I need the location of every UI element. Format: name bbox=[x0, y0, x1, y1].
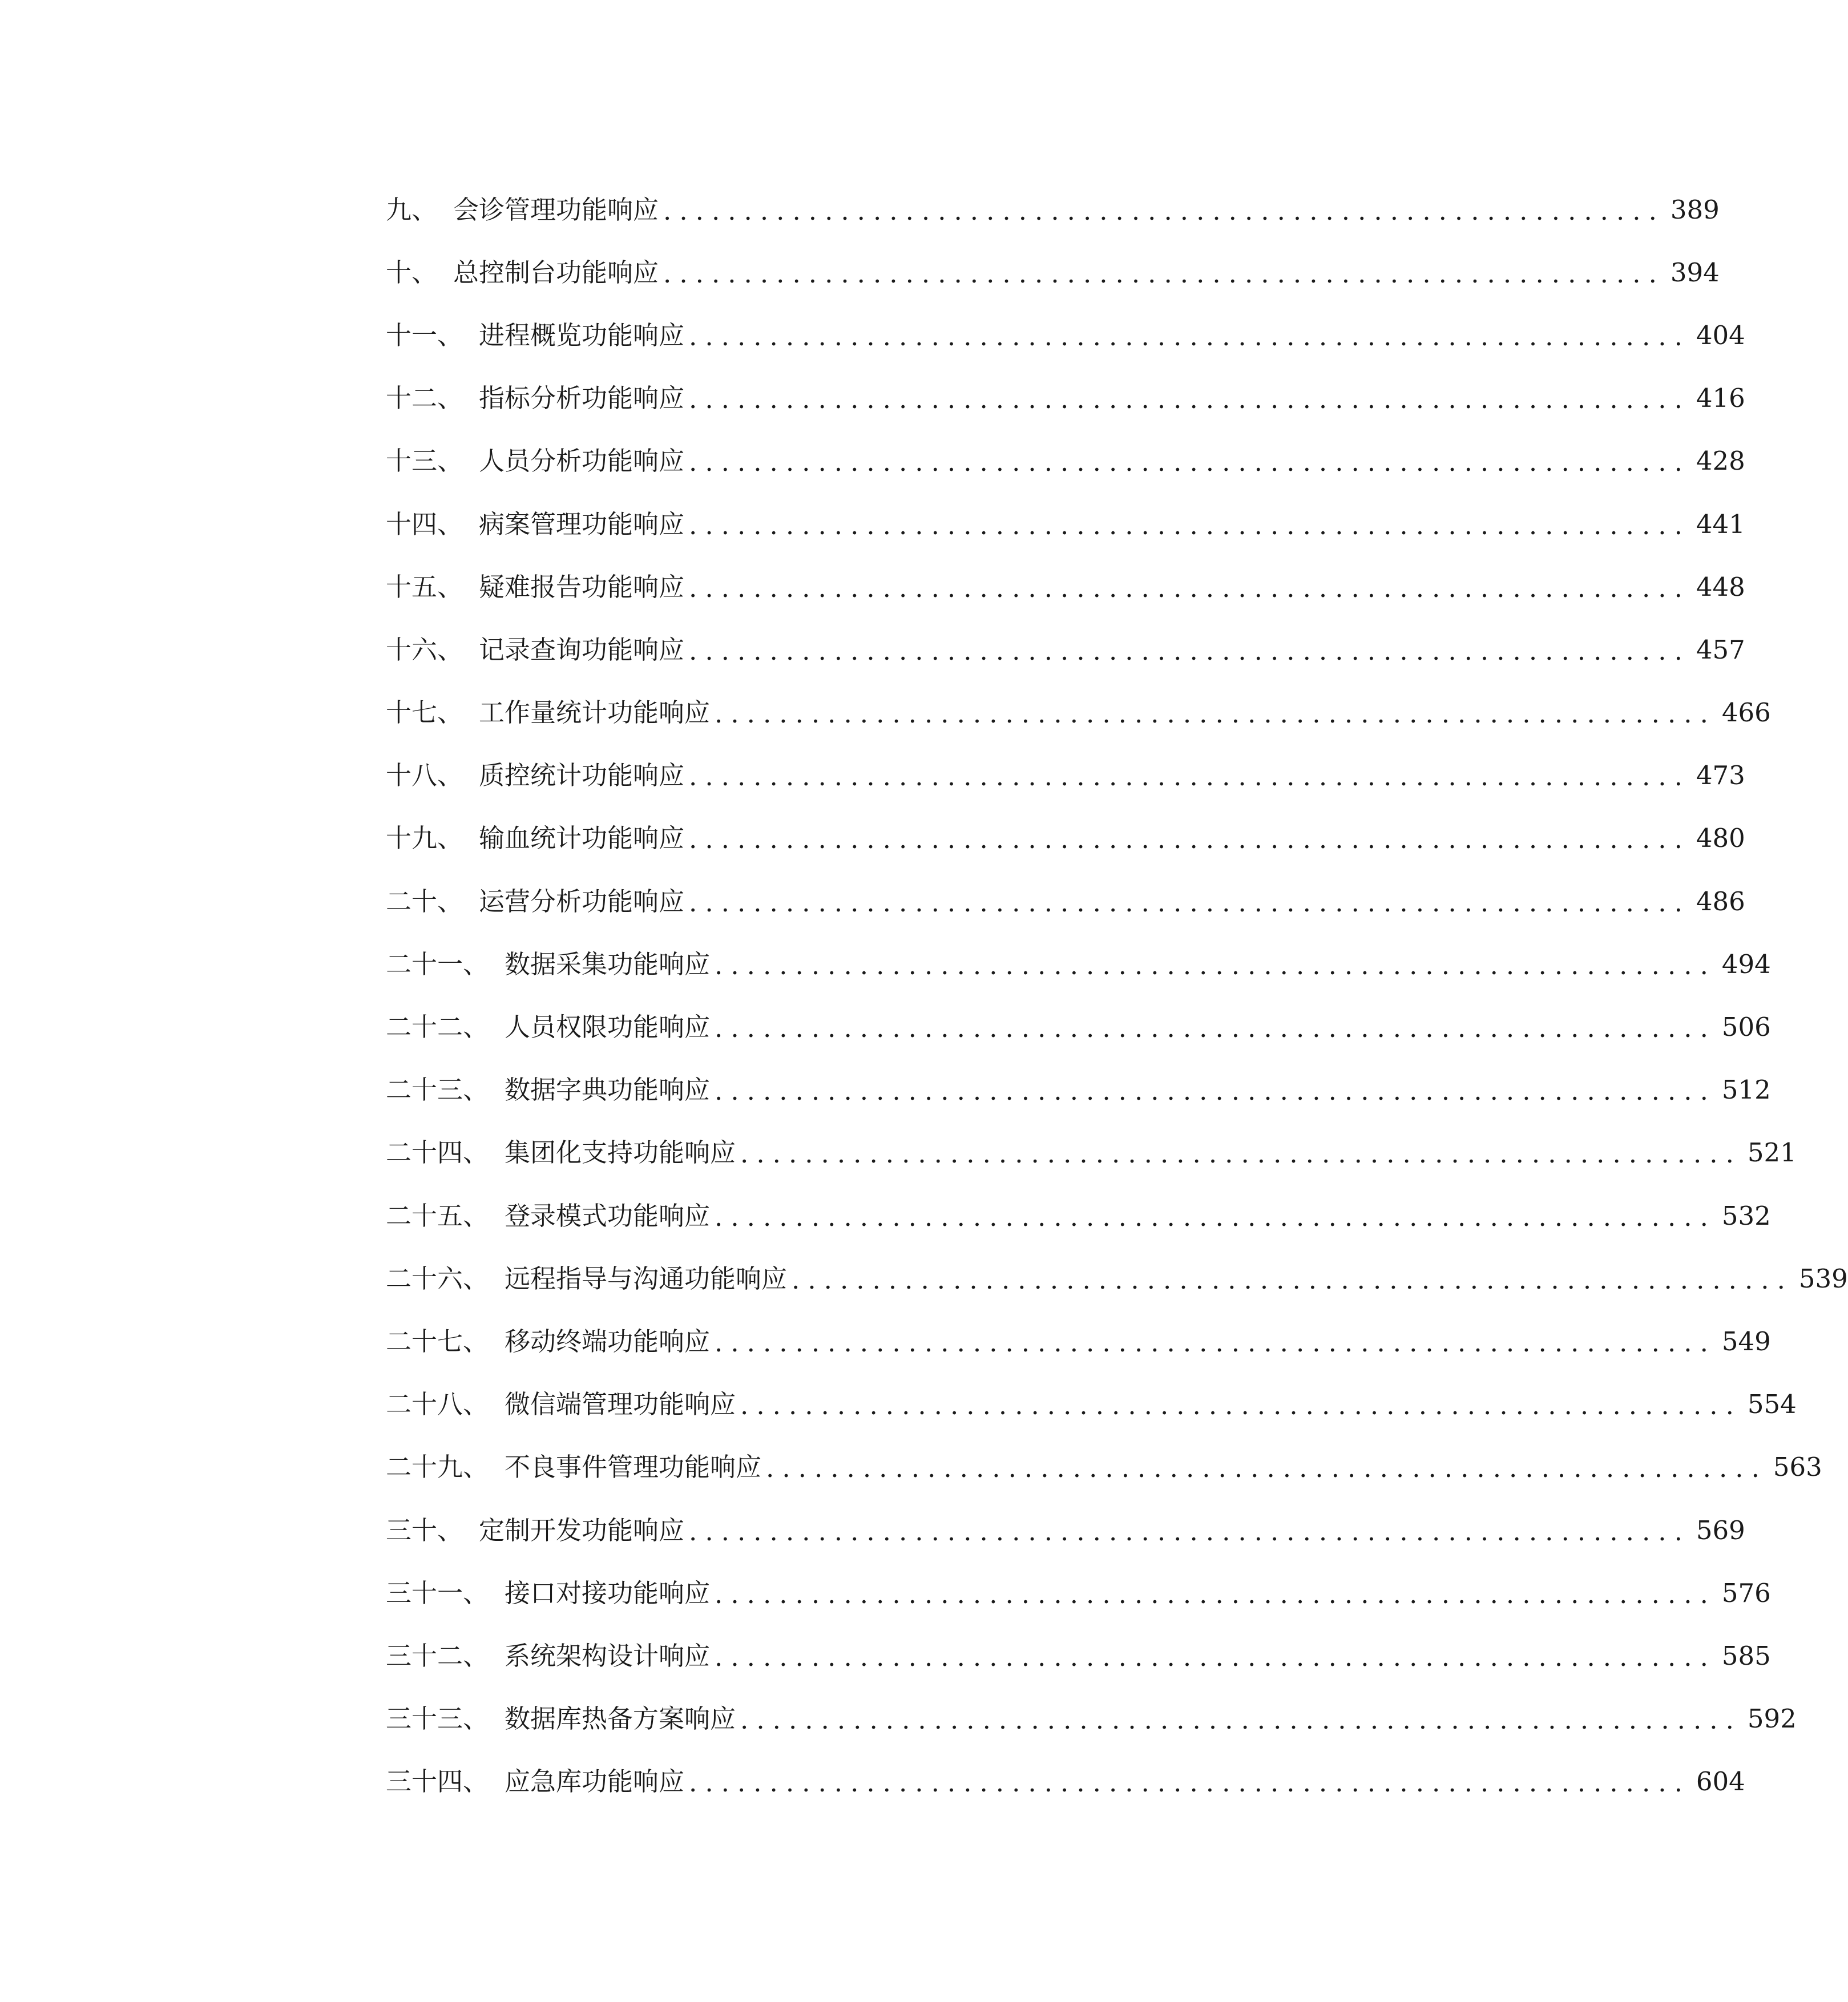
toc-entry-title: 集团化支持功能响应 bbox=[505, 1137, 736, 1168]
toc-entry[interactable] bbox=[386, 933, 1771, 995]
toc-dot-leader: .............................................................. bbox=[715, 950, 1716, 980]
toc-entry[interactable] bbox=[386, 681, 1771, 744]
toc-entry-page: 592 bbox=[1747, 1704, 1797, 1734]
toc-dot-leader: .............................................................. bbox=[689, 572, 1690, 603]
toc-entry-page: 428 bbox=[1696, 446, 1745, 477]
toc-dot-leader: .............................................................. bbox=[766, 1453, 1768, 1484]
toc-entry-page: 576 bbox=[1721, 1577, 1771, 1608]
toc-entry[interactable] bbox=[386, 493, 1745, 555]
toc-entry-number: 十二、 bbox=[386, 383, 463, 414]
toc-dot-leader: .............................................................. bbox=[689, 1516, 1690, 1547]
toc-entry-page: 506 bbox=[1721, 1012, 1771, 1043]
toc-entry-page: 512 bbox=[1721, 1075, 1771, 1105]
toc-entry-number: 三十三、 bbox=[386, 1704, 489, 1734]
toc-entry-title: 质控统计功能响应 bbox=[479, 760, 685, 791]
toc-entry-number: 二十八、 bbox=[386, 1389, 489, 1420]
toc-dot-leader: .............................................................. bbox=[715, 1327, 1716, 1358]
toc-entry-title: 系统架构设计响应 bbox=[505, 1640, 711, 1671]
toc-entry-page: 494 bbox=[1721, 948, 1771, 979]
toc-dot-leader: .............................................................. bbox=[689, 510, 1690, 540]
toc-entry-title: 接口对接功能响应 bbox=[505, 1577, 711, 1608]
toc-entry-page: 585 bbox=[1721, 1640, 1771, 1671]
toc-entry[interactable] bbox=[386, 807, 1745, 870]
toc-entry-number: 二十、 bbox=[386, 886, 463, 917]
toc-entry-page: 389 bbox=[1670, 194, 1720, 225]
toc-entry-number: 二十三、 bbox=[386, 1075, 489, 1105]
toc-entry-page: 539 bbox=[1798, 1263, 1848, 1294]
toc-entry[interactable] bbox=[386, 304, 1745, 366]
toc-entry-number: 九、 bbox=[386, 194, 438, 225]
toc-entry-number: 十三、 bbox=[386, 446, 463, 477]
toc-dot-leader: .............................................................. bbox=[715, 1641, 1716, 1672]
toc-entry[interactable] bbox=[386, 1184, 1771, 1247]
toc-entry-title: 总控制台功能响应 bbox=[453, 257, 659, 288]
toc-entry-page: 394 bbox=[1670, 257, 1720, 288]
toc-dot-leader: .............................................................. bbox=[689, 384, 1690, 415]
toc-entry[interactable] bbox=[386, 1247, 1848, 1310]
toc-dot-leader: .............................................................. bbox=[689, 635, 1690, 666]
toc-entry-title: 人员权限功能响应 bbox=[505, 1012, 711, 1043]
toc-entry[interactable] bbox=[386, 178, 1720, 241]
toc-entry-title: 输血统计功能响应 bbox=[479, 823, 685, 854]
toc-entry-title: 数据字典功能响应 bbox=[505, 1075, 711, 1105]
toc-entry[interactable] bbox=[386, 367, 1745, 430]
toc-dot-leader: .............................................................. bbox=[740, 1705, 1742, 1735]
toc-dot-leader: .............................................................. bbox=[689, 824, 1690, 855]
toc-entry[interactable] bbox=[386, 1499, 1745, 1561]
toc-entry-page: 473 bbox=[1696, 760, 1745, 791]
toc-entry-number: 二十二、 bbox=[386, 1012, 489, 1043]
toc-entry-page: 416 bbox=[1696, 383, 1745, 414]
toc-entry-number: 十八、 bbox=[386, 760, 463, 791]
toc-entry-title: 数据采集功能响应 bbox=[505, 948, 711, 979]
toc-entry-number: 三十二、 bbox=[386, 1640, 489, 1671]
toc-entry-number: 十九、 bbox=[386, 823, 463, 854]
toc-entry[interactable] bbox=[386, 1688, 1797, 1750]
toc-entry-page: 549 bbox=[1721, 1326, 1771, 1357]
toc-entry-title: 定制开发功能响应 bbox=[479, 1515, 685, 1545]
toc-dot-leader: .............................................................. bbox=[663, 258, 1665, 289]
toc-entry[interactable] bbox=[386, 1310, 1771, 1373]
toc-entry-page: 480 bbox=[1696, 823, 1745, 854]
toc-entry[interactable] bbox=[386, 995, 1771, 1058]
toc-dot-leader: .............................................................. bbox=[740, 1390, 1742, 1421]
toc-entry-page: 532 bbox=[1721, 1200, 1771, 1231]
toc-entry-title: 病案管理功能响应 bbox=[479, 508, 685, 539]
toc-dot-leader: .............................................................. bbox=[715, 1013, 1716, 1044]
toc-entry[interactable] bbox=[386, 241, 1720, 304]
toc-entry-number: 十、 bbox=[386, 257, 438, 288]
toc-entry[interactable] bbox=[386, 1624, 1771, 1687]
toc-entry-page: 563 bbox=[1773, 1452, 1822, 1483]
toc-entry[interactable] bbox=[386, 555, 1745, 618]
toc-entry-title: 移动终端功能响应 bbox=[505, 1326, 711, 1357]
toc-entry-page: 604 bbox=[1696, 1766, 1745, 1797]
toc-dot-leader: .............................................................. bbox=[715, 1076, 1716, 1107]
toc-entry-page: 554 bbox=[1747, 1389, 1797, 1420]
toc-dot-leader: .............................................................. bbox=[689, 887, 1690, 918]
toc-entry-title: 登录模式功能响应 bbox=[505, 1200, 711, 1231]
toc-dot-leader: .............................................................. bbox=[715, 1579, 1716, 1609]
toc-entry-number: 三十一、 bbox=[386, 1577, 489, 1608]
toc-entry[interactable] bbox=[386, 744, 1745, 807]
toc-entry-page: 486 bbox=[1696, 886, 1745, 917]
toc-entry[interactable] bbox=[386, 1750, 1745, 1813]
toc-dot-leader: .............................................................. bbox=[792, 1264, 1793, 1295]
toc-dot-leader: .............................................................. bbox=[740, 1139, 1742, 1169]
toc-entry-number: 三十、 bbox=[386, 1515, 463, 1545]
toc-entry-title: 应急库功能响应 bbox=[505, 1766, 685, 1797]
toc-entry-number: 十五、 bbox=[386, 571, 463, 602]
toc-entry[interactable] bbox=[386, 1121, 1797, 1184]
toc-entry-page: 448 bbox=[1696, 571, 1745, 602]
toc-entry-page: 466 bbox=[1721, 697, 1771, 728]
toc-dot-leader: .............................................................. bbox=[689, 321, 1690, 352]
toc-dot-leader: .............................................................. bbox=[715, 699, 1716, 729]
toc-entry[interactable] bbox=[386, 618, 1745, 681]
toc-entry-title: 微信端管理功能响应 bbox=[505, 1389, 736, 1420]
toc-entry[interactable] bbox=[386, 1059, 1771, 1121]
toc-entry-number: 十一、 bbox=[386, 320, 463, 350]
toc-entry-number: 十七、 bbox=[386, 697, 463, 728]
toc-entry-title: 不良事件管理功能响应 bbox=[505, 1452, 762, 1483]
toc-dot-leader: .............................................................. bbox=[663, 195, 1665, 226]
toc-entry-number: 三十四、 bbox=[386, 1766, 489, 1797]
toc-entry-title: 进程概览功能响应 bbox=[479, 320, 685, 350]
toc-dot-leader: .............................................................. bbox=[689, 447, 1690, 478]
toc-entry-title: 远程指导与沟通功能响应 bbox=[505, 1263, 788, 1294]
toc-entry[interactable] bbox=[386, 1436, 1822, 1499]
toc-dot-leader: .............................................................. bbox=[689, 761, 1690, 792]
toc-entry[interactable] bbox=[386, 1373, 1797, 1436]
toc-entry-number: 二十四、 bbox=[386, 1137, 489, 1168]
toc-entry-number: 二十六、 bbox=[386, 1263, 489, 1294]
toc-entry-title: 指标分析功能响应 bbox=[479, 383, 685, 414]
toc-entry-number: 十四、 bbox=[386, 508, 463, 539]
toc-entry-page: 569 bbox=[1696, 1515, 1745, 1545]
toc-entry-title: 人员分析功能响应 bbox=[479, 446, 685, 477]
toc-dot-leader: .............................................................. bbox=[715, 1201, 1716, 1232]
toc-entry-title: 数据库热备方案响应 bbox=[505, 1704, 736, 1734]
toc-dot-leader: .............................................................. bbox=[689, 1767, 1690, 1798]
toc-entry-title: 会诊管理功能响应 bbox=[453, 194, 659, 225]
toc-entry-number: 二十七、 bbox=[386, 1326, 489, 1357]
toc-entry-title: 工作量统计功能响应 bbox=[479, 697, 711, 728]
toc-entry-page: 457 bbox=[1696, 634, 1745, 665]
toc-entry-page: 521 bbox=[1747, 1137, 1797, 1168]
toc-entry-number: 二十五、 bbox=[386, 1200, 489, 1231]
toc-entry[interactable] bbox=[386, 430, 1745, 493]
toc-entry[interactable] bbox=[386, 870, 1745, 933]
table-of-contents bbox=[386, 178, 1848, 1813]
toc-entry-number: 二十一、 bbox=[386, 948, 489, 979]
toc-entry[interactable] bbox=[386, 1561, 1771, 1624]
toc-entry-number: 二十九、 bbox=[386, 1452, 489, 1483]
toc-entry-page: 404 bbox=[1696, 320, 1745, 350]
toc-entry-number: 十六、 bbox=[386, 634, 463, 665]
toc-entry-page: 441 bbox=[1696, 508, 1745, 539]
toc-entry-title: 疑难报告功能响应 bbox=[479, 571, 685, 602]
toc-entry-title: 运营分析功能响应 bbox=[479, 886, 685, 917]
toc-entry-title: 记录查询功能响应 bbox=[479, 634, 685, 665]
